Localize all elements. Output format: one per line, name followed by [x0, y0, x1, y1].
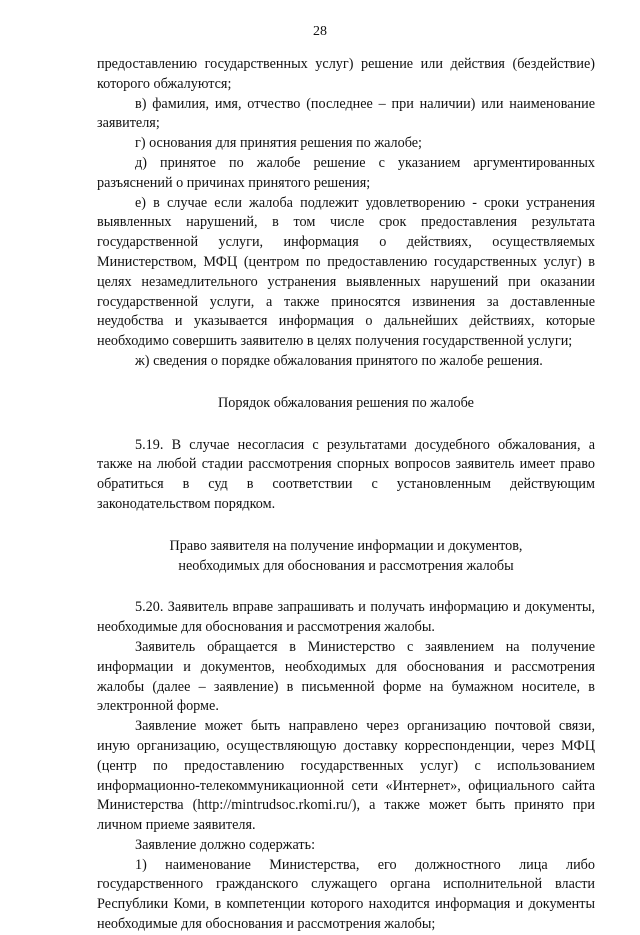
- paragraph: 5.19. В случае несогласия с результатами досудебного обжалования, а также на любой стадии рассмотрения спорных вопросов заявитель имеет право обратиться в суд в соответствии с установленным действующим законодательством порядком.: [97, 436, 595, 512]
- paragraph: 1) наименование Министерства, его должностного лица либо государственного гражданского служащего органа исполнительной власти Республики Коми, в компетенции которого находится информация и документы необходимые для обоснования и рассмотрения жалобы;: [97, 856, 595, 933]
- section-5-20: [97, 598, 595, 935]
- paragraph: 5.20. Заявитель вправе запрашивать и получать информацию и документы, необходимые для обоснования и рассмотрения жалобы.: [97, 599, 595, 636]
- paragraph: Заявитель обращается в Министерство с заявлением на получение информации и документов, необходимых для обоснования и рассмотрения жалобы (далее – заявление) в письменной форме на бумажном носителе, в электронной форме.: [97, 638, 595, 715]
- spacer: [97, 576, 595, 598]
- paragraph: е) в случае если жалоба подлежит удовлетворению - сроки устранения выявленных нарушений, в том числе срок предоставления результата государственной услуги, информация о действиях, осуществляемых Министерством, МФЦ (центром по предоставлению государственных услуг) в целях незамедлительного устранения выявленных нарушений при оказании государственной услуги, а также приносятся извинения за доставленные неудобства и указывается информация о дальнейших действиях, которые необходимо совершить заявителю в целях получения государственной услуги;: [97, 194, 595, 350]
- section-5-19: [97, 436, 595, 515]
- spacer: [97, 372, 595, 394]
- paragraph: ж) сведения о порядке обжалования принятого по жалобе решения.: [135, 352, 543, 369]
- document-body: [97, 55, 595, 935]
- section-heading-right-to-information: [97, 537, 595, 577]
- paragraph: г) основания для принятия решения по жалобе;: [135, 135, 422, 152]
- paragraph: Заявление должно содержать:: [135, 836, 316, 853]
- page-number: 28: [313, 24, 327, 39]
- paragraph: Заявление может быть направлено через организацию почтовой связи, иную организацию, осуществляющую доставку корреспонденции, через МФЦ (центр по предоставлению государственных услуг) с использованием информационно-телекоммуникационной сети «Интернет», официального сайта Министерства (http://mintrudsoc.rkomi.ru/), а также может быть принято при личном приеме заявителя.: [97, 718, 595, 834]
- heading-line-2: необходимых для обоснования и рассмотрения жалобы: [178, 557, 514, 574]
- section-heading-appeal-procedure: Порядок обжалования решения по жалобе: [218, 394, 474, 411]
- paragraph: д) принятое по жалобе решение с указанием аргументированных разъяснений о причинах принятого решения;: [97, 154, 595, 191]
- complaint-decision-contents-list: [97, 55, 595, 372]
- heading-line-1: Право заявителя на получение информации и документов,: [169, 537, 523, 554]
- spacer: [97, 515, 595, 537]
- spacer: [97, 414, 595, 436]
- paragraph: в) фамилия, имя, отчество (последнее – при наличии) или наименование заявителя;: [97, 95, 595, 132]
- paragraph: предоставлению государственных услуг) решение или действия (бездействие) которого обжалуются;: [97, 56, 595, 92]
